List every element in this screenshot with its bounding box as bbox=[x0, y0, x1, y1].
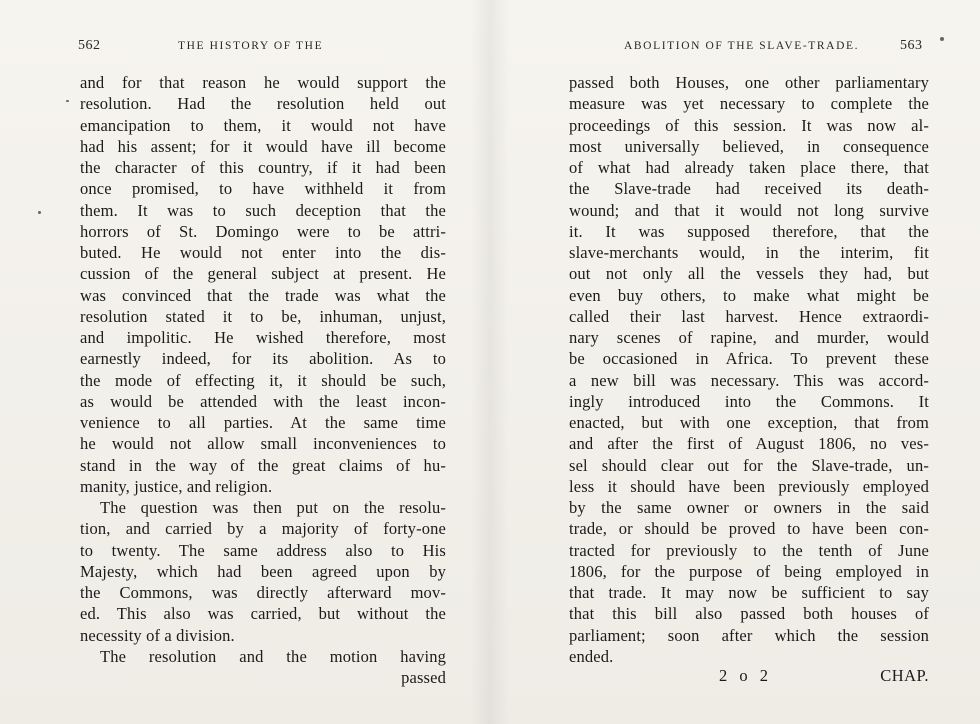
text-line: buted. He would not enter into the dis- bbox=[80, 243, 446, 262]
text-line: ended. bbox=[569, 646, 614, 666]
text-line: 1806, for the purpose of being employed in bbox=[569, 561, 929, 581]
right-page bbox=[490, 0, 980, 724]
text-line: a new bill was necessary. This was accord- bbox=[569, 370, 929, 390]
text-line: them. It was to such deception that the bbox=[80, 200, 446, 220]
text-line: once promised, to have withheld it from bbox=[80, 179, 446, 199]
text-line: had his assent; for it would have ill become bbox=[80, 136, 446, 156]
right-running-head: ABOLITION OF THE SLAVE-TRADE. bbox=[624, 40, 860, 52]
text-line: sel should clear out for the Slave-trade, un- bbox=[569, 455, 929, 475]
text-line: passed both Houses, one other parliamentary bbox=[569, 73, 929, 92]
text-line: and after the first of August 1806, no ves- bbox=[569, 434, 929, 454]
text-line: as would be attended with the least incon- bbox=[80, 391, 446, 411]
text-line: Majesty, which had been agreed upon by bbox=[80, 561, 446, 581]
text-line: resolution. Had the resolution held out bbox=[80, 94, 446, 114]
text-line: earnestly indeed, for its abolition. As to bbox=[80, 349, 446, 369]
page-footer bbox=[569, 666, 929, 688]
catchword: CHAP. bbox=[880, 666, 929, 685]
text-line: the Slave-trade had received its death- bbox=[569, 179, 929, 199]
ink-speck bbox=[66, 100, 69, 102]
text-line: manity, justice, and religion. bbox=[80, 476, 273, 496]
text-line: wound; and that it would not long survive bbox=[569, 200, 929, 220]
text-line: that this bill also passed both houses of bbox=[569, 604, 929, 624]
text-line: the character of this country, if it had been bbox=[80, 158, 446, 177]
text-line: enacted, but with one exception, that from bbox=[569, 413, 929, 432]
text-line: measure was yet necessary to complete the bbox=[569, 94, 929, 114]
text-line: most universally believed, in consequence bbox=[569, 136, 929, 156]
text-line: he would not allow small inconveniences to bbox=[80, 434, 446, 454]
text-line: by the same owner or owners in the said bbox=[569, 498, 929, 517]
text-line: ed. This also was carried, but without the bbox=[80, 604, 446, 624]
text-line: nary scenes of rapine, and murder, would bbox=[569, 328, 929, 347]
signature-mark: 2 o 2 bbox=[719, 666, 772, 685]
left-page-number: 562 bbox=[78, 38, 101, 53]
text-line: stand in the way of the great claims of hu- bbox=[80, 455, 446, 475]
text-line: be occasioned in Africa. To prevent these bbox=[569, 349, 929, 369]
text-line: necessity of a division. bbox=[80, 625, 235, 645]
text-line: out not only all the vessels they had, but bbox=[569, 264, 929, 284]
text-line: tracted for previously to the tenth of June bbox=[569, 540, 929, 560]
text-line: less it should have been previously employed bbox=[569, 476, 929, 496]
text-line: resolution stated it to be, inhuman, unjust, bbox=[80, 306, 446, 326]
text-line: called their last harvest. Hence extraordi- bbox=[569, 306, 929, 326]
text-line: venience to all parties. At the same time bbox=[80, 413, 446, 432]
text-line: slave-merchants would, in the interim, fit bbox=[569, 243, 929, 262]
text-line: The question was then put on the resolu- bbox=[100, 498, 446, 517]
right-text-block bbox=[569, 72, 929, 667]
text-line: the Commons, was directly afterward mov- bbox=[80, 583, 446, 602]
text-line: The resolution and the motion having bbox=[100, 646, 446, 666]
ink-speck bbox=[940, 37, 944, 41]
text-line: it. It was supposed therefore, that the bbox=[569, 221, 929, 241]
text-line: of what had already taken place there, that bbox=[569, 158, 929, 177]
text-line: tion, and carried by a majority of forty-one bbox=[80, 519, 446, 539]
text-line: the mode of effecting it, it should be such, bbox=[80, 370, 446, 390]
text-line: parliament; soon after which the session bbox=[569, 625, 929, 645]
catchword: passed bbox=[401, 668, 446, 687]
text-line: to twenty. The same address also to His bbox=[80, 540, 446, 560]
ink-speck bbox=[38, 211, 41, 214]
text-line: even buy others, to make what might be bbox=[569, 285, 929, 305]
text-line: was convinced that the trade was what the bbox=[80, 285, 446, 305]
right-page-number: 563 bbox=[900, 38, 923, 53]
text-line: trade, or should be proved to have been con- bbox=[569, 519, 929, 539]
text-line: and impolitic. He wished therefore, most bbox=[80, 328, 446, 347]
left-running-head: THE HISTORY OF THE bbox=[178, 40, 324, 52]
text-line: cussion of the general subject at present. He bbox=[80, 264, 446, 284]
text-line: emancipation to them, it would not have bbox=[80, 115, 446, 135]
text-line: and for that reason he would support the bbox=[80, 73, 446, 92]
text-line: proceedings of this session. It was now al- bbox=[569, 115, 929, 135]
text-line: horrors of St. Domingo were to be attri- bbox=[80, 221, 446, 241]
left-text-block bbox=[80, 72, 446, 688]
text-line: ingly introduced into the Commons. It bbox=[569, 391, 929, 411]
text-line: that trade. It may now be sufficient to say bbox=[569, 583, 929, 602]
